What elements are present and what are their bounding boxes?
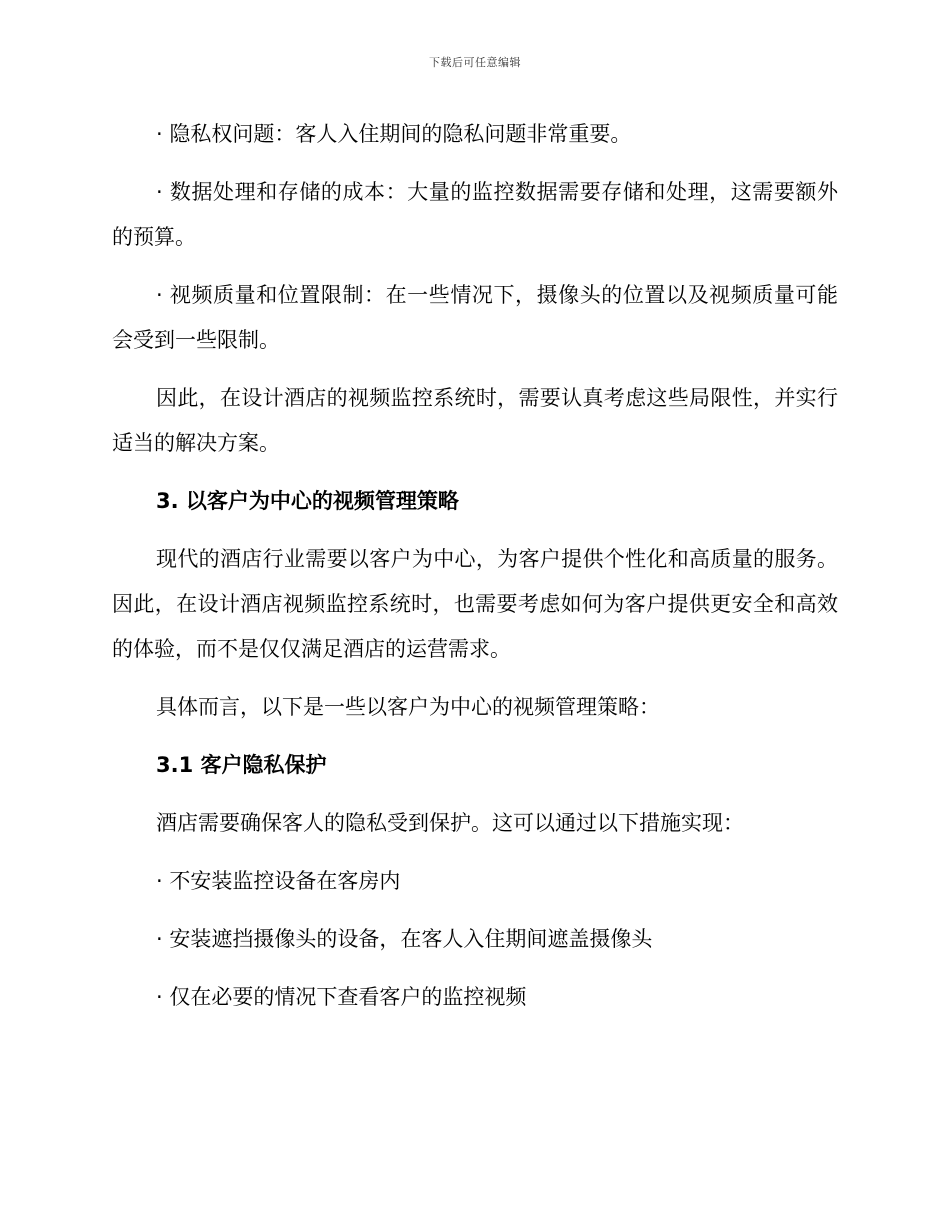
bullet-video-quality: · 视频质量和位置限制：在一些情况下，摄像头的位置以及视频质量可能会受到一些限制。: [112, 283, 838, 352]
bullet-privacy-issue: · 隐私权问题：客人入住期间的隐私问题非常重要。: [156, 122, 632, 146]
list-item-no-cameras: · 不安装监控设备在客房内: [156, 869, 401, 893]
list-item-view-when-necessary: · 仅在必要的情况下查看客户的监控视频: [156, 985, 527, 1009]
bullet-data-cost: · 数据处理和存储的成本：大量的监控数据需要存储和处理，这需要额外的预算。: [112, 180, 838, 249]
list-item-cover-cameras: · 安装遮挡摄像头的设备，在客人入住期间遮盖摄像头: [156, 927, 653, 951]
document-body: [112, 112, 838, 1033]
paragraph-privacy-measures: 酒店需要确保客人的隐私受到保护。这可以通过以下措施实现：: [156, 811, 744, 835]
paragraph-customer-centric: 现代的酒店行业需要以客户为中心，为客户提供个性化和高质量的服务。 因此，在设计酒店视频监控系统时，也需要考虑如何为客户提供更安全和高效的体验，而不是仅仅满足酒店的运营需求。: [112, 547, 838, 661]
page-header: 下载后可任意编辑: [429, 56, 521, 69]
section-heading-3: 3. 以客户为中心的视频管理策略: [156, 489, 459, 513]
paragraph-strategy-intro: 具体而言，以下是一些以客户为中心的视频管理策略：: [156, 695, 660, 719]
paragraph-conclusion: 因此，在设计酒店的视频监控系统时，需要认真考虑这些局限性，并实行适当的解决方案。: [112, 386, 838, 455]
section-heading-3-1: 3.1 客户隐私保护: [156, 753, 327, 777]
